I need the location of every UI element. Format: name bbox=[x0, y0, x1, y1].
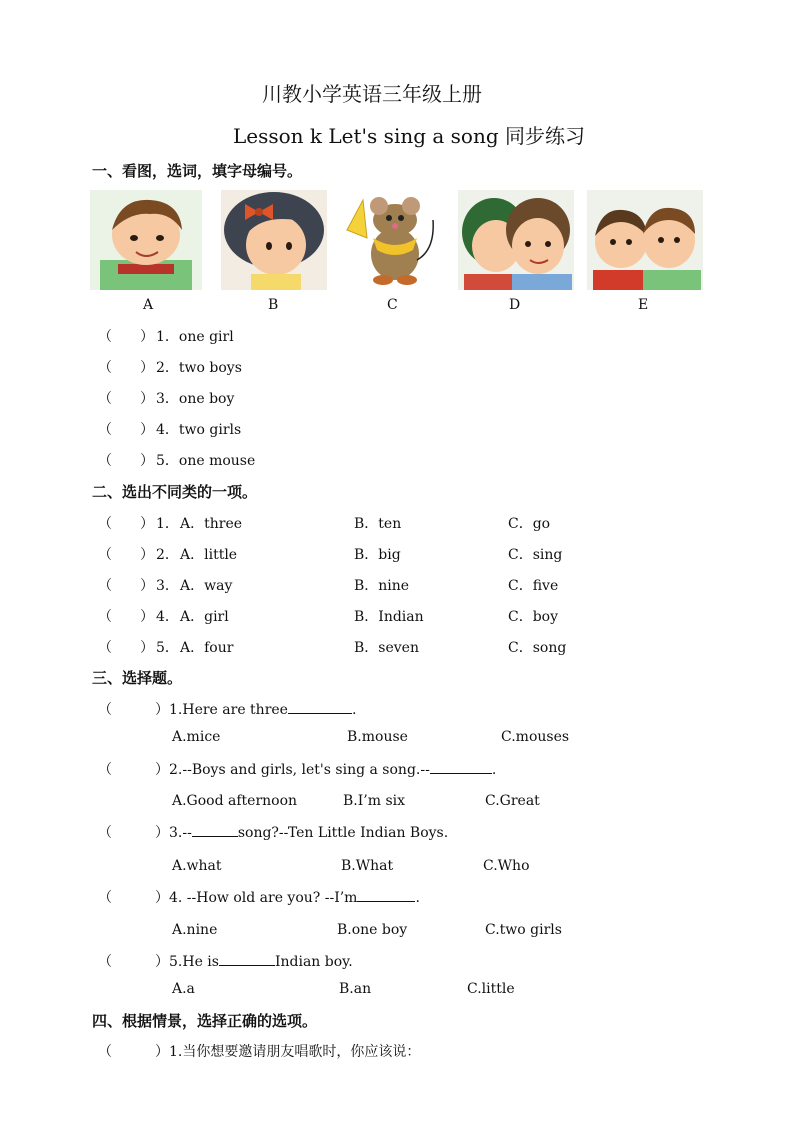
answer-paren-close: ） bbox=[140, 360, 154, 376]
question-text bbox=[155, 951, 353, 971]
question-number: 2． bbox=[156, 547, 179, 563]
list-item: 3．one boy bbox=[156, 391, 235, 407]
option-b: B．seven bbox=[354, 640, 419, 656]
option-c: C．boy bbox=[508, 609, 559, 625]
answer-paren-open: （ bbox=[98, 825, 112, 841]
question-number: 3． bbox=[156, 578, 179, 594]
answer-paren-close: ） bbox=[140, 640, 154, 656]
section2-heading: 二、选出不同类的一项。 bbox=[92, 483, 258, 501]
answer-paren-close: ） bbox=[140, 516, 154, 532]
answer-paren-open: （ bbox=[98, 329, 112, 345]
question-text bbox=[155, 887, 420, 907]
answer-paren-open: （ bbox=[98, 609, 112, 625]
question-number: 4． bbox=[156, 609, 179, 625]
option-c: C.Great bbox=[485, 793, 540, 809]
answer-paren-open: （ bbox=[98, 890, 112, 906]
option-a: A.a bbox=[172, 981, 195, 997]
answer-paren-open: （ bbox=[98, 547, 112, 563]
question-end: song?--Ten Little Indian Boys. bbox=[237, 825, 449, 841]
two-girls-picture bbox=[458, 190, 574, 290]
section4-heading: 四、根据情景，选择正确的选项。 bbox=[92, 1012, 318, 1030]
question-stem: ）3.-- bbox=[155, 825, 192, 841]
answer-blank[interactable] bbox=[192, 822, 238, 837]
mouse-with-cheese-picture bbox=[343, 190, 443, 290]
answer-paren-open: （ bbox=[98, 762, 112, 778]
option-c: C．go bbox=[508, 516, 551, 532]
option-a: A.mice bbox=[172, 729, 221, 745]
option-a: A．way bbox=[180, 578, 233, 594]
answer-paren-open: （ bbox=[98, 578, 112, 594]
option-b: B.an bbox=[339, 981, 372, 997]
list-item: 5．one mouse bbox=[156, 453, 256, 469]
picture-label-e: E bbox=[638, 297, 649, 313]
answer-paren-close: ） bbox=[140, 578, 154, 594]
question-number: 5． bbox=[156, 640, 179, 656]
answer-blank[interactable] bbox=[430, 759, 492, 774]
picture-label-a: A bbox=[143, 297, 154, 313]
picture-label-c: C bbox=[387, 297, 398, 313]
option-c: C．song bbox=[508, 640, 567, 656]
two-boys-picture bbox=[587, 190, 703, 290]
answer-paren-close: ） bbox=[140, 453, 154, 469]
question-end: . bbox=[491, 762, 497, 778]
question-end: Indian boy. bbox=[274, 954, 353, 970]
question-stem: ）1.Here are three bbox=[155, 702, 288, 718]
option-a: A．little bbox=[180, 547, 238, 563]
option-a: A．three bbox=[180, 516, 243, 532]
page-subtitle: Lesson k Let's sing a song 同步练习 bbox=[233, 124, 586, 148]
answer-paren-open: （ bbox=[98, 453, 112, 469]
list-item: 4．two girls bbox=[156, 422, 242, 438]
option-b: B．nine bbox=[354, 578, 410, 594]
option-b: B．ten bbox=[354, 516, 402, 532]
answer-paren-close: ） bbox=[140, 609, 154, 625]
option-a: A．four bbox=[180, 640, 234, 656]
answer-paren-open: （ bbox=[98, 954, 112, 970]
option-b: B.one boy bbox=[337, 922, 408, 938]
answer-paren-close: ） bbox=[140, 547, 154, 563]
answer-blank[interactable] bbox=[357, 887, 415, 902]
question-number: 1． bbox=[156, 516, 179, 532]
option-a: A．girl bbox=[180, 609, 229, 625]
question-stem: ）2.--Boys and girls, let's sing a song.-- bbox=[155, 762, 430, 778]
option-c: C．five bbox=[508, 578, 559, 594]
question-text: ）1.当你想要邀请朋友唱歌时，你应该说： bbox=[155, 1044, 421, 1060]
answer-paren-open: （ bbox=[98, 391, 112, 407]
option-a: A.Good afternoon bbox=[172, 793, 298, 809]
question-stem: ）5.He is bbox=[155, 954, 219, 970]
answer-paren-close: ） bbox=[140, 391, 154, 407]
answer-paren-open: （ bbox=[98, 1044, 112, 1060]
question-stem: ）4. --How old are you? --I’m bbox=[155, 890, 358, 906]
section1-heading: 一、看图，选词，填字母编号。 bbox=[92, 162, 303, 180]
question-text bbox=[155, 699, 356, 719]
answer-paren-close: ） bbox=[140, 329, 154, 345]
answer-paren-open: （ bbox=[98, 360, 112, 376]
question-text bbox=[155, 759, 496, 779]
option-c: C.mouses bbox=[501, 729, 570, 745]
picture-label-d: D bbox=[509, 297, 521, 313]
option-c: C.little bbox=[467, 981, 515, 997]
answer-paren-open: （ bbox=[98, 640, 112, 656]
option-a: A.what bbox=[172, 858, 222, 874]
boy-face-picture bbox=[90, 190, 202, 290]
option-c: C．sing bbox=[508, 547, 563, 563]
answer-paren-close: ） bbox=[140, 422, 154, 438]
option-c: C.two girls bbox=[485, 922, 562, 938]
option-b: B.I’m six bbox=[343, 793, 406, 809]
option-b: B．Indian bbox=[354, 609, 424, 625]
answer-paren-open: （ bbox=[98, 516, 112, 532]
answer-paren-open: （ bbox=[98, 422, 112, 438]
question-text bbox=[155, 822, 448, 842]
picture-label-b: B bbox=[268, 297, 279, 313]
list-item: 1．one girl bbox=[156, 329, 234, 345]
answer-blank[interactable] bbox=[288, 699, 352, 714]
list-item: 2．two boys bbox=[156, 360, 242, 376]
section3-heading: 三、选择题。 bbox=[92, 669, 183, 687]
option-b: B.mouse bbox=[347, 729, 408, 745]
question-end: . bbox=[351, 702, 357, 718]
option-b: B．big bbox=[354, 547, 401, 563]
option-a: A.nine bbox=[172, 922, 218, 938]
answer-blank[interactable] bbox=[219, 951, 275, 966]
girl-with-bow-picture bbox=[221, 190, 327, 290]
question-end: . bbox=[415, 890, 420, 906]
answer-paren-open: （ bbox=[98, 702, 112, 718]
option-c: C.Who bbox=[483, 858, 530, 874]
option-b: B.What bbox=[341, 858, 394, 874]
page-title: 川教小学英语三年级上册 bbox=[262, 82, 482, 106]
